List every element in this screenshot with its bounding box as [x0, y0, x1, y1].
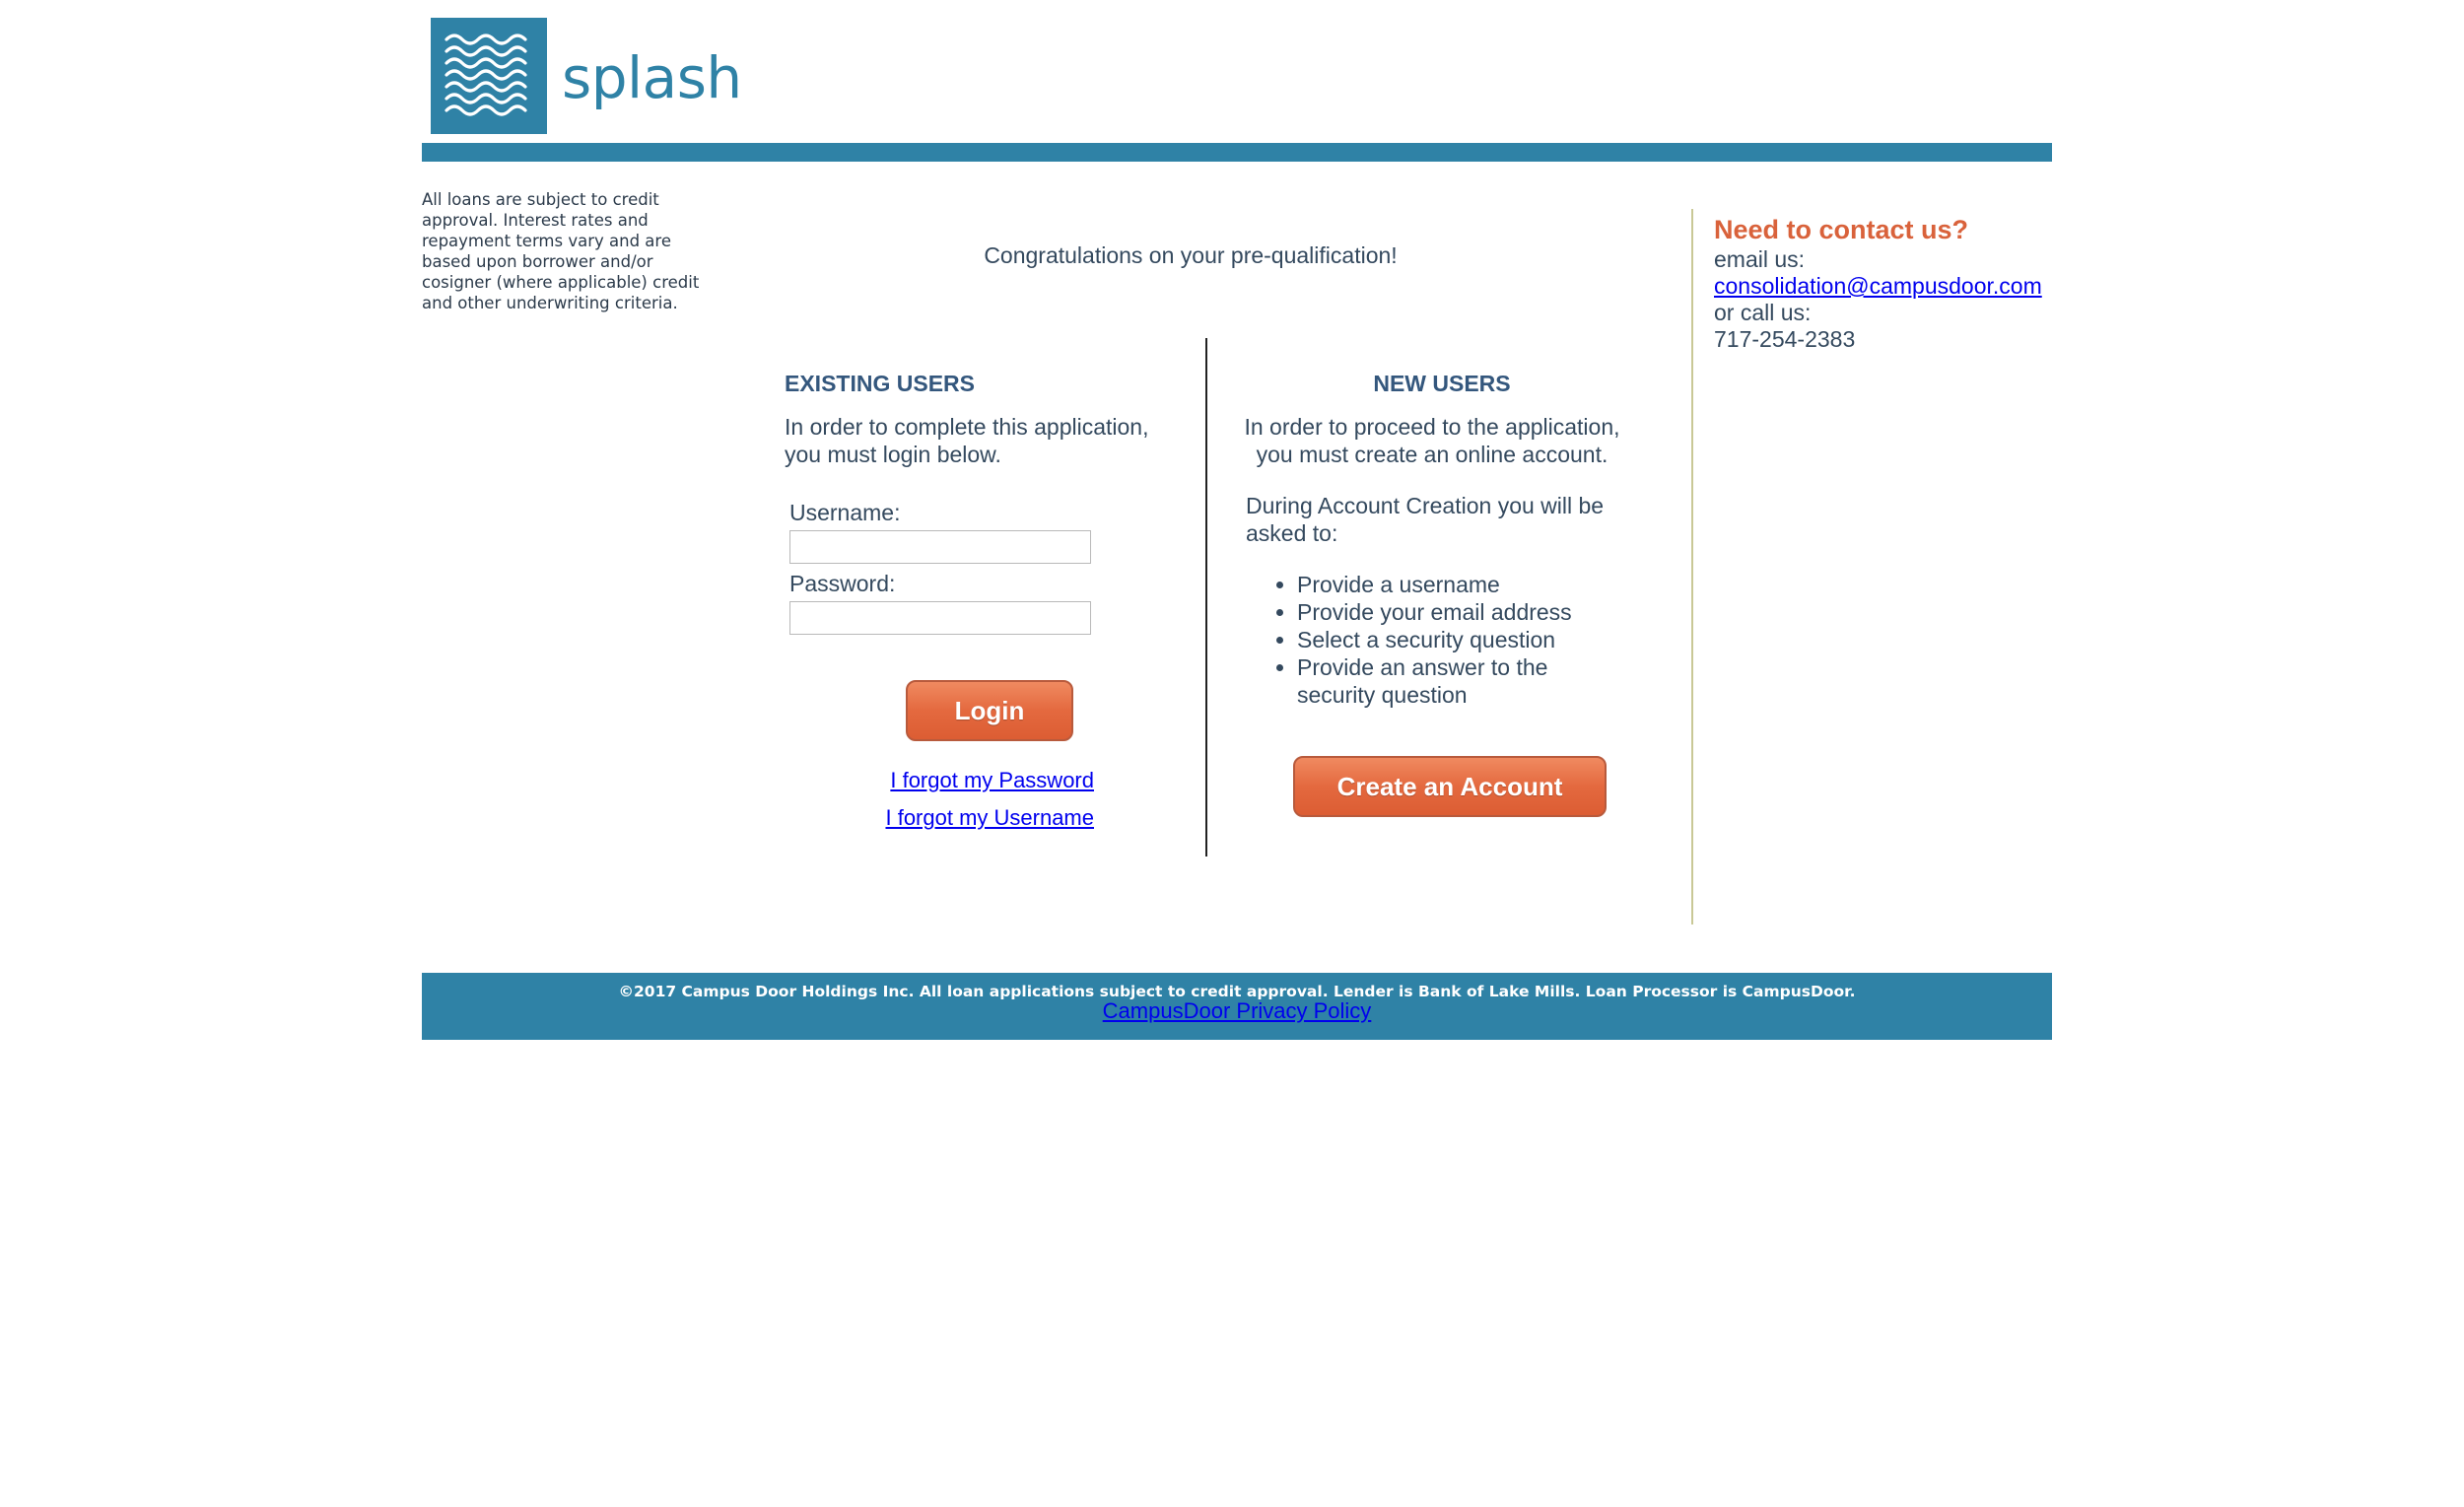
new-users-title: NEW USERS: [1373, 371, 1511, 396]
contact-title: Need to contact us?: [1714, 215, 1969, 244]
existing-users-title: EXISTING USERS: [785, 371, 975, 396]
list-item: • Provide an answer to the security question: [1297, 653, 1612, 709]
new-intro-line2: you must create an online account.: [1256, 442, 1608, 467]
header-bar: [422, 143, 2052, 162]
phone-number: 717-254-2383: [1714, 326, 1856, 352]
email-label: email us:: [1714, 246, 1806, 272]
login-button[interactable]: Login: [906, 680, 1073, 741]
loan-disclaimer: All loans are subject to credit approval. Interest rates and repayment terms vary and are based upon borrower and/or cosigner (where applicable) credit and other underwriting criteria.: [422, 190, 700, 312]
logo-text: splash: [562, 44, 742, 111]
phone-label: or call us:: [1714, 300, 1812, 325]
footer: [422, 973, 2052, 1040]
congrats-message: Congratulations on your pre-qualification!: [984, 242, 1398, 268]
footer-copyright: ©2017 Campus Door Holdings Inc. All loan applications subject to credit approval. Lender is Bank of Lake Mills. Loan Processor is CampusDoor.: [618, 983, 1856, 1000]
password-label: Password:: [789, 571, 896, 596]
existing-intro-line2: you must login below.: [785, 442, 1001, 467]
list-item: • Select a security question: [1297, 626, 1612, 653]
contact-panel: [1714, 213, 2049, 353]
forgot-password-link[interactable]: I forgot my Password: [890, 768, 1094, 792]
account-creation-info: [1230, 492, 1654, 547]
existing-users-intro: [785, 413, 1198, 468]
account-steps-list: [1230, 571, 1612, 709]
privacy-policy-link[interactable]: CampusDoor Privacy Policy: [1102, 998, 1372, 1023]
creation-line2: asked to:: [1246, 520, 1338, 546]
list-item: • Provide your email address: [1297, 598, 1612, 626]
email-link[interactable]: consolidation@campusdoor.com: [1714, 273, 2042, 299]
new-intro-line1: In order to proceed to the application,: [1244, 414, 1620, 440]
list-item: • Provide a username: [1297, 571, 1612, 598]
new-users-intro: [1230, 413, 1634, 468]
forgot-links: [785, 763, 1094, 838]
login-button-wrap: [785, 680, 1198, 741]
username-label: Username:: [789, 500, 901, 525]
password-input[interactable]: [789, 601, 1091, 635]
contact-divider: [1691, 209, 1693, 925]
existing-users-section: [785, 371, 1198, 838]
create-account-button[interactable]: Create an Account: [1293, 756, 1607, 817]
existing-intro-line1: In order to complete this application,: [785, 414, 1149, 440]
logo[interactable]: [431, 18, 742, 134]
create-account-wrap: [1230, 756, 1654, 817]
forgot-username-link[interactable]: I forgot my Username: [885, 805, 1094, 830]
new-users-section: [1230, 371, 1654, 817]
waves-logo-icon: [431, 18, 547, 134]
username-input[interactable]: [789, 530, 1091, 564]
column-divider: [1205, 338, 1207, 856]
creation-line1: During Account Creation you will be: [1246, 493, 1605, 518]
